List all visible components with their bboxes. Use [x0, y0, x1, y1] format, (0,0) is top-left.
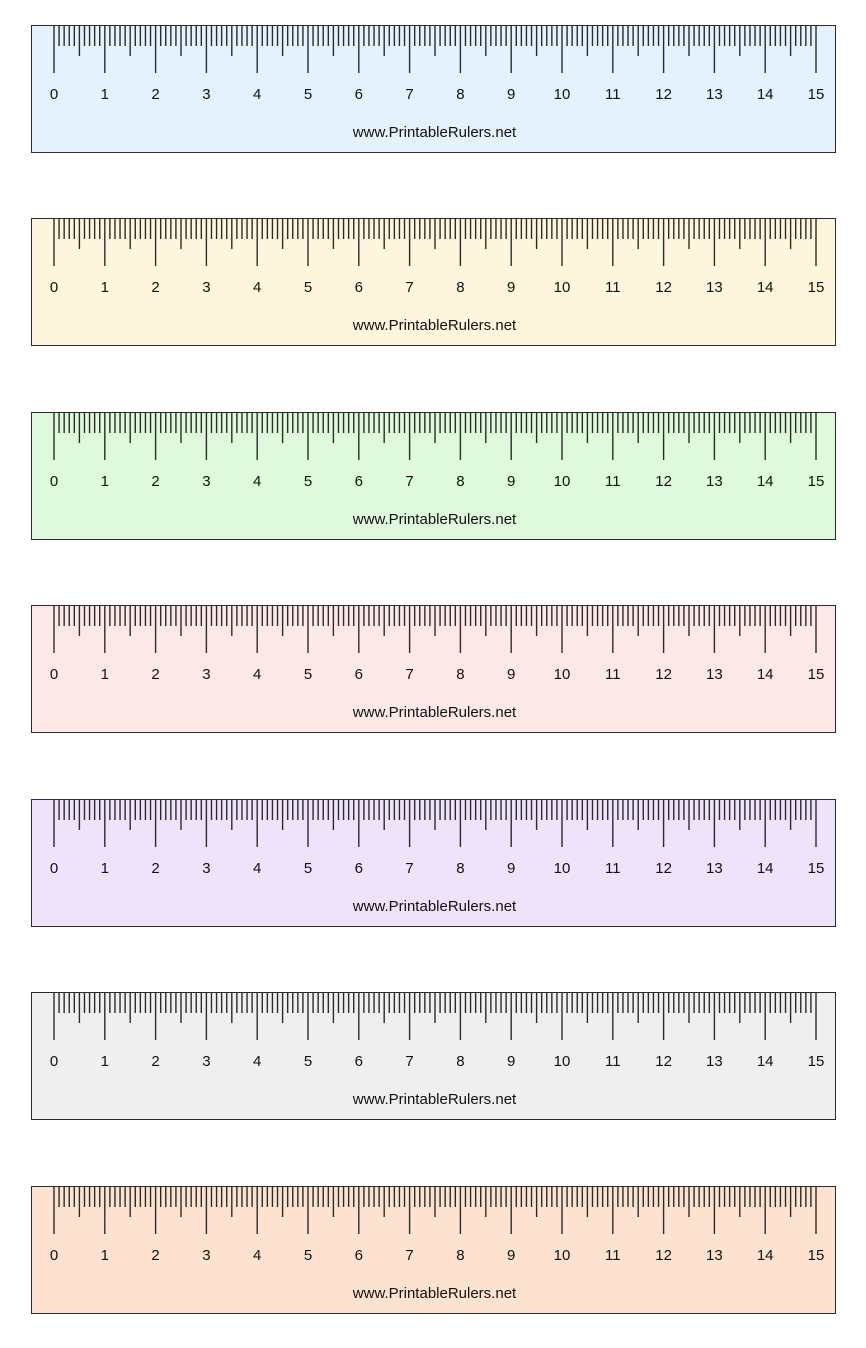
- tick-label: 9: [507, 666, 516, 683]
- tick-label: 9: [507, 1247, 516, 1264]
- tick-label: 3: [202, 1053, 211, 1070]
- tick-label: 8: [456, 1247, 465, 1264]
- tick-label: 6: [354, 1247, 363, 1264]
- tick-label: 10: [553, 86, 571, 103]
- tick-label: 3: [202, 473, 211, 490]
- tick-label: 0: [49, 86, 59, 103]
- tick-label: 7: [405, 860, 414, 877]
- tick-label: 15: [807, 1053, 825, 1070]
- tick-label: 9: [507, 86, 516, 103]
- tick-label: 8: [456, 1053, 465, 1070]
- ruler-yellow: [31, 218, 836, 346]
- tick-label: 1: [100, 473, 109, 490]
- tick-label: 14: [756, 860, 774, 877]
- tick-label: 6: [354, 279, 363, 296]
- tick-label: 5: [303, 1053, 313, 1070]
- tick-label: 12: [655, 860, 672, 877]
- tick-label: 11: [605, 86, 621, 103]
- tick-label: 4: [253, 666, 262, 683]
- tick-label: 4: [253, 1247, 262, 1264]
- tick-label: 10: [553, 473, 571, 490]
- tick-label: 7: [405, 1053, 414, 1070]
- tick-label: 12: [655, 1053, 672, 1070]
- tick-label: 3: [202, 666, 211, 683]
- tick-label: 12: [655, 86, 672, 103]
- ruler-pink: [31, 605, 836, 733]
- tick-label: 13: [706, 279, 723, 296]
- tick-label: 10: [553, 666, 571, 683]
- tick-label: 5: [303, 473, 313, 490]
- tick-label: 0: [49, 1247, 59, 1264]
- tick-label: 5: [303, 86, 313, 103]
- tick-label: 0: [49, 279, 59, 296]
- tick-label: 11: [605, 666, 621, 683]
- ruler-orange: [31, 1186, 836, 1314]
- tick-label: 11: [605, 1247, 621, 1264]
- website-label: www.PrintableRulers.net: [352, 124, 517, 141]
- tick-label: 7: [405, 86, 414, 103]
- tick-label: 8: [456, 860, 465, 877]
- tick-label: 10: [553, 1053, 571, 1070]
- tick-label: 6: [354, 1053, 363, 1070]
- tick-label: 10: [553, 1247, 571, 1264]
- tick-label: 13: [706, 1247, 723, 1264]
- tick-label: 12: [655, 1247, 672, 1264]
- tick-label: 0: [49, 1053, 59, 1070]
- tick-label: 11: [605, 473, 621, 490]
- tick-label: 0: [49, 666, 59, 683]
- tick-label: 3: [202, 279, 211, 296]
- website-label: www.PrintableRulers.net: [352, 704, 517, 721]
- tick-label: 2: [151, 86, 160, 103]
- tick-label: 8: [456, 473, 465, 490]
- tick-label: 15: [807, 279, 825, 296]
- tick-label: 2: [151, 666, 160, 683]
- tick-label: 4: [253, 860, 262, 877]
- tick-label: 5: [303, 860, 313, 877]
- tick-label: 15: [807, 666, 825, 683]
- tick-label: 13: [706, 86, 723, 103]
- tick-label: 6: [354, 860, 363, 877]
- tick-label: 5: [303, 666, 313, 683]
- tick-label: 2: [151, 473, 160, 490]
- tick-label: 1: [100, 279, 109, 296]
- tick-label: 6: [354, 86, 363, 103]
- tick-label: 8: [456, 279, 465, 296]
- tick-label: 1: [100, 1053, 109, 1070]
- tick-label: 11: [605, 860, 621, 877]
- tick-label: 13: [706, 1053, 723, 1070]
- website-label: www.PrintableRulers.net: [352, 317, 517, 334]
- tick-label: 11: [605, 1053, 621, 1070]
- tick-label: 14: [756, 1247, 774, 1264]
- ruler-blue: [31, 25, 836, 153]
- tick-label: 14: [756, 279, 774, 296]
- ruler-purple: [31, 799, 836, 927]
- tick-label: 9: [507, 473, 516, 490]
- tick-label: 1: [100, 860, 109, 877]
- website-label: www.PrintableRulers.net: [352, 1285, 517, 1302]
- tick-label: 6: [354, 473, 363, 490]
- tick-label: 13: [706, 473, 723, 490]
- tick-label: 13: [706, 860, 723, 877]
- tick-label: 7: [405, 473, 414, 490]
- tick-label: 6: [354, 666, 363, 683]
- tick-label: 3: [202, 860, 211, 877]
- tick-label: 15: [807, 860, 825, 877]
- tick-label: 10: [553, 279, 571, 296]
- tick-label: 4: [253, 86, 262, 103]
- tick-label: 8: [456, 666, 465, 683]
- tick-label: 15: [807, 473, 825, 490]
- tick-label: 0: [49, 860, 59, 877]
- tick-label: 11: [605, 279, 621, 296]
- tick-label: 13: [706, 666, 723, 683]
- website-label: www.PrintableRulers.net: [352, 511, 517, 528]
- tick-label: 7: [405, 1247, 414, 1264]
- tick-label: 1: [100, 86, 109, 103]
- tick-label: 15: [807, 1247, 825, 1264]
- tick-label: 4: [253, 279, 262, 296]
- tick-label: 14: [756, 666, 774, 683]
- tick-label: 14: [756, 86, 774, 103]
- tick-label: 14: [756, 473, 774, 490]
- tick-label: 3: [202, 86, 211, 103]
- tick-label: 12: [655, 279, 672, 296]
- tick-label: 9: [507, 1053, 516, 1070]
- tick-label: 8: [456, 86, 465, 103]
- tick-label: 14: [756, 1053, 774, 1070]
- tick-label: 2: [151, 279, 160, 296]
- ruler-green: [31, 412, 836, 540]
- tick-label: 2: [151, 1053, 160, 1070]
- tick-label: 7: [405, 279, 414, 296]
- tick-label: 15: [807, 86, 825, 103]
- website-label: www.PrintableRulers.net: [352, 898, 517, 915]
- tick-label: 9: [507, 860, 516, 877]
- tick-label: 4: [253, 1053, 262, 1070]
- tick-label: 12: [655, 666, 672, 683]
- tick-label: 2: [151, 860, 160, 877]
- ruler-gray: [31, 992, 836, 1120]
- tick-label: 10: [553, 860, 571, 877]
- tick-label: 7: [405, 666, 414, 683]
- tick-label: 5: [303, 1247, 313, 1264]
- tick-label: 1: [100, 1247, 109, 1264]
- tick-label: 0: [49, 473, 59, 490]
- tick-label: 12: [655, 473, 672, 490]
- tick-label: 1: [100, 666, 109, 683]
- tick-label: 3: [202, 1247, 211, 1264]
- tick-label: 9: [507, 279, 516, 296]
- tick-label: 4: [253, 473, 262, 490]
- tick-label: 2: [151, 1247, 160, 1264]
- tick-label: 5: [303, 279, 313, 296]
- website-label: www.PrintableRulers.net: [352, 1091, 517, 1108]
